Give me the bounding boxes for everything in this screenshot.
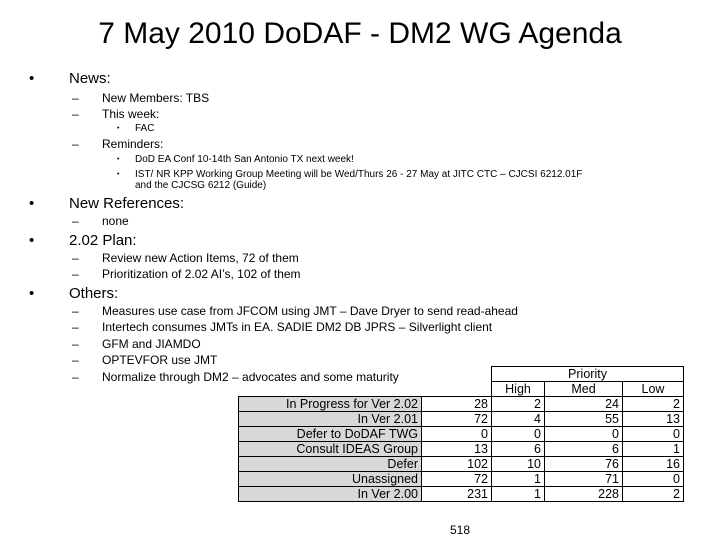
bullet: • [117,125,120,132]
list-item: – Intertech consumes JMTs in EA. SADIE DM2 DB JPRS – Silverlight client [72,320,493,334]
page-title: 7 May 2010 DoDAF - DM2 WG Agenda [98,17,622,50]
bullet: • [29,232,35,249]
cell-high: 1 [492,472,545,487]
list-item: • FAC [117,123,155,134]
table-row [239,487,684,502]
cell-high: 10 [492,457,545,472]
row-label: In Ver 2.01 [239,412,422,427]
list-item: – Normalize through DM2 – advocates and some maturity [72,370,399,384]
bullet: • [29,70,35,87]
list-item: – New Members: TBS [72,91,210,105]
dash: – [72,304,79,318]
cell-low: 2 [623,487,684,502]
section-label: 2.02 Plan: [69,232,137,249]
column-header-low: Low [623,382,684,397]
list-item: – none [72,214,129,228]
grand-total: 518 [450,523,471,537]
row-label: Defer [239,457,422,472]
section-others [29,285,119,303]
bullet: • [29,195,35,212]
row-label: Defer to DoDAF TWG [239,427,422,442]
row-label: Consult IDEAS Group [239,442,422,457]
cell-high: 1 [492,487,545,502]
table-row [239,457,684,472]
section-label: New References: [69,195,185,212]
column-header-high: High [492,382,545,397]
cell-med: 6 [545,442,623,457]
cell-low: 0 [623,472,684,487]
dash: – [72,251,79,265]
priority-table [238,366,684,502]
row-total: 72 [422,472,492,487]
list-item: – Measures use case from JFCOM using JMT – Dave Dryer to send read-ahead [72,304,518,318]
row-total: 102 [422,457,492,472]
dash: – [72,107,79,121]
section-plan [29,232,137,250]
list-item: • DoD EA Conf 10-14th San Antonio TX next week! [117,154,354,165]
cell-high: 6 [492,442,545,457]
row-label: In Ver 2.00 [239,487,422,502]
table-row [239,442,684,457]
row-total: 231 [422,487,492,502]
cell-high: 2 [492,397,545,412]
cell-low: 16 [623,457,684,472]
dash: – [72,353,79,367]
row-total: 28 [422,397,492,412]
cell-med: 228 [545,487,623,502]
row-total: 13 [422,442,492,457]
list-item-continuation: and the CJCSG 6212 (Guide) [135,180,267,191]
dash: – [72,214,79,228]
cell-med: 0 [545,427,623,442]
list-item: – GFM and JIAMDO [72,337,201,351]
list-item: • IST/ NR KPP Working Group Meeting will be Wed/Thurs 26 - 27 May at JITC CTC – CJCSI 6212.01F [117,169,583,180]
cell-med: 24 [545,397,623,412]
dash: – [72,137,79,151]
list-item: – Reminders: [72,137,164,151]
section-new-references [29,195,185,213]
column-header-med: Med [545,382,623,397]
dash: – [72,320,79,334]
cell-med: 55 [545,412,623,427]
table-row [239,472,684,487]
bullet: • [117,171,120,178]
dash: – [72,267,79,281]
list-item: – OPTEVFOR use JMT [72,353,218,367]
priority-header: Priority [492,367,684,382]
section-label: Others: [69,285,119,302]
table-header-row [239,367,684,382]
cell-high: 4 [492,412,545,427]
section-news [29,70,111,88]
cell-med: 76 [545,457,623,472]
row-total: 0 [422,427,492,442]
section-label: News: [69,70,111,87]
cell-med: 71 [545,472,623,487]
bullet: • [29,285,35,302]
table-row [239,427,684,442]
table-row [239,397,684,412]
dash: – [72,91,79,105]
cell-high: 0 [492,427,545,442]
list-item: – Review new Action Items, 72 of them [72,251,299,265]
cell-low: 1 [623,442,684,457]
row-label: Unassigned [239,472,422,487]
list-item: – This week: [72,107,160,121]
table-header-row [239,382,684,397]
cell-low: 13 [623,412,684,427]
bullet: • [117,156,120,163]
cell-low: 2 [623,397,684,412]
row-total: 72 [422,412,492,427]
dash: – [72,337,79,351]
table-row [239,412,684,427]
row-label: In Progress for Ver 2.02 [239,397,422,412]
cell-low: 0 [623,427,684,442]
dash: – [72,370,79,384]
list-item: – Prioritization of 2.02 AI’s, 102 of them [72,267,301,281]
